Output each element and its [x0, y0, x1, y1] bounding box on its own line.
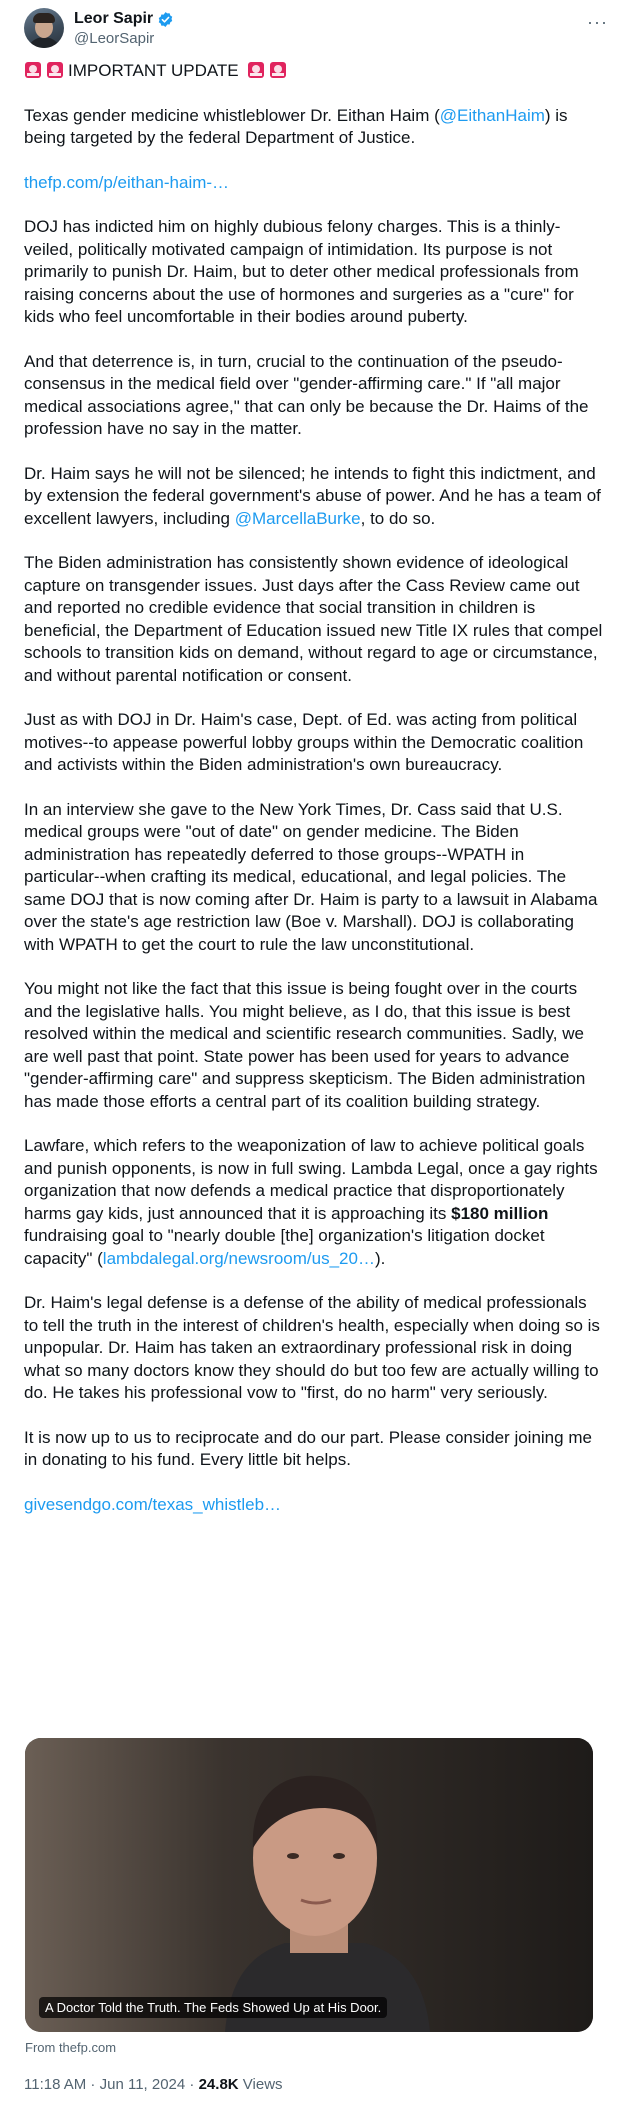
link-givesendgo-line	[24, 1494, 604, 1517]
paragraph-10: Dr. Haim's legal defense is a defense of the ability of medical professionals to tell the truth in the interest of children's health, especially when doing so is unpopular. Dr. Haim has taken an extraordinary professional risk in doing what so many doctors know they should do but too few are actually willing to do. He takes his professional vow to "first, do no harm" very seriously.	[24, 1293, 600, 1402]
siren-emoji-icon	[46, 61, 64, 79]
link-thefp	[24, 172, 604, 195]
card-title: A Doctor Told the Truth. The Feds Showed Up at His Door.	[39, 1997, 387, 2018]
tweet-text	[24, 60, 604, 1538]
author-name[interactable]: Leor Sapir	[74, 10, 154, 27]
link-preview-card[interactable]	[25, 1738, 593, 2032]
paragraph-11: It is now up to us to reciprocate and do our part. Please consider joining me in donating to his fund. Every little bit helps.	[24, 1427, 592, 1469]
paragraph-4	[24, 463, 604, 531]
tweet-date[interactable]: Jun 11, 2024	[99, 2076, 186, 2093]
tweet-time[interactable]: 11:18 AM	[24, 2076, 87, 2093]
headline-text: IMPORTANT UPDATE	[68, 61, 239, 80]
paragraph-3: And that deterrence is, in turn, crucial to the continuation of the pseudo-consensus in the medical field over "gender-affirming care." If "all major medical associations agree," that can only be because the Dr. Haims of the profession have no say in the matter.	[24, 351, 589, 438]
tweet-meta	[24, 2076, 283, 2093]
more-horizontal-icon[interactable]: ···	[587, 12, 608, 32]
views-label: Views	[238, 2076, 283, 2093]
paragraph-8: You might not like the fact that this issue is being fought over in the courts and the legislative halls. You might believe, as I do, that this issue is best resolved within the medical and scientific research communities. Sadly, we are well past that point. State power has been used for years to advance "gender-affirming care" and suppress skepticism. The Biden administration has made those efforts a central part of its coalition building strategy.	[24, 979, 586, 1111]
paragraph-9-text-end: ).	[374, 1248, 386, 1268]
paragraph-5: The Biden administration has consistently shown evidence of ideological capture on transgender issues. Just days after the Cass Review came out and reported no credible evidence that social transition in children is beneficial, the Department of Education issued new Title IX rules that compel schools to transition kids on demand, without regard to age or circumstance, and without parental notification or consent.	[24, 553, 603, 685]
mention-eithanhaim[interactable]: @EithanHaim	[439, 105, 545, 125]
card-source[interactable]: From thefp.com	[25, 2040, 117, 2055]
link-thefp-article[interactable]: thefp.com/p/eithan-haim-…	[24, 172, 230, 192]
tweet-headline-line	[24, 60, 604, 83]
link-lambdalegal[interactable]: lambdalegal.org/newsroom/us_20…	[102, 1248, 375, 1268]
views-count: 24.8K	[198, 2076, 239, 2093]
verified-badge-icon	[157, 11, 174, 28]
meta-separator: ·	[86, 2076, 100, 2093]
tweet-header	[24, 8, 608, 56]
paragraph-4-text-end: , to do so.	[360, 508, 436, 528]
mention-marcellaburke[interactable]: @MarcellaBurke	[234, 508, 361, 528]
author-name-row	[74, 10, 174, 28]
paragraph-7: In an interview she gave to the New York Times, Dr. Cass said that U.S. medical groups were "out of date" on gender medicine. The Biden administration has repeatedly deferred to those groups--WPATH in particular--when crafting its medical, educational, and legal policies. The same DOJ that is now coming after Dr. Haim is party to a lawsuit in Alabama over the state's age restriction law (Boe v. Marshall). DOJ is collaborating with WPATH to get the court to rule the law unconstitutional.	[24, 799, 598, 954]
siren-emoji-icon	[24, 61, 42, 79]
fundraising-amount: $180 million	[451, 1203, 549, 1223]
paragraph-6: Just as with DOJ in Dr. Haim's case, Dept. of Ed. was acting from political motives--to appease powerful lobby groups within the Democratic coalition and activists within the Biden administration's own bureaucracy.	[24, 710, 584, 774]
paragraph-2: DOJ has indicted him on highly dubious felony charges. This is a thinly-veiled, politically motivated campaign of intimidation. Its purpose is not primarily to punish Dr. Haim, but to deter other medical professionals from raising concerns about the use of hormones and surgeries as a "cure" for kids who feel uncomfortable in their bodies around puberty.	[24, 217, 579, 326]
paragraph-9-text-middle: fundraising goal to "nearly double [the] organization's litigation docket capacity" (	[24, 1226, 545, 1268]
paragraph-1	[24, 105, 604, 150]
paragraph-9	[24, 1135, 604, 1270]
paragraph-4-text: Dr. Haim says he will not be silenced; he intends to fight this indictment, and by extension the federal government's abuse of power. And he has a team of excellent lawyers, including	[24, 463, 601, 528]
card-image	[25, 1738, 593, 2032]
paragraph-1-text: Texas gender medicine whistleblower Dr. Eithan Haim (	[24, 105, 440, 125]
paragraph-1-text-end: ) is being targeted by the federal Department of Justice.	[24, 105, 568, 147]
siren-emoji-icon	[247, 61, 265, 79]
meta-separator: ·	[185, 2076, 199, 2093]
paragraph-9-text: Lawfare, which refers to the weaponization of law to achieve political goals and punish opponents, is now in full swing. Lambda Legal, once a gay rights organization that now defends a medical practice that disproportionately harms gay kids, just announced that it is approaching its	[24, 1136, 598, 1223]
avatar[interactable]	[24, 8, 64, 48]
author-handle[interactable]: @LeorSapir	[74, 30, 155, 47]
siren-emoji-icon	[269, 61, 287, 79]
link-givesendgo[interactable]: givesendgo.com/texas_whistleb…	[24, 1494, 282, 1514]
